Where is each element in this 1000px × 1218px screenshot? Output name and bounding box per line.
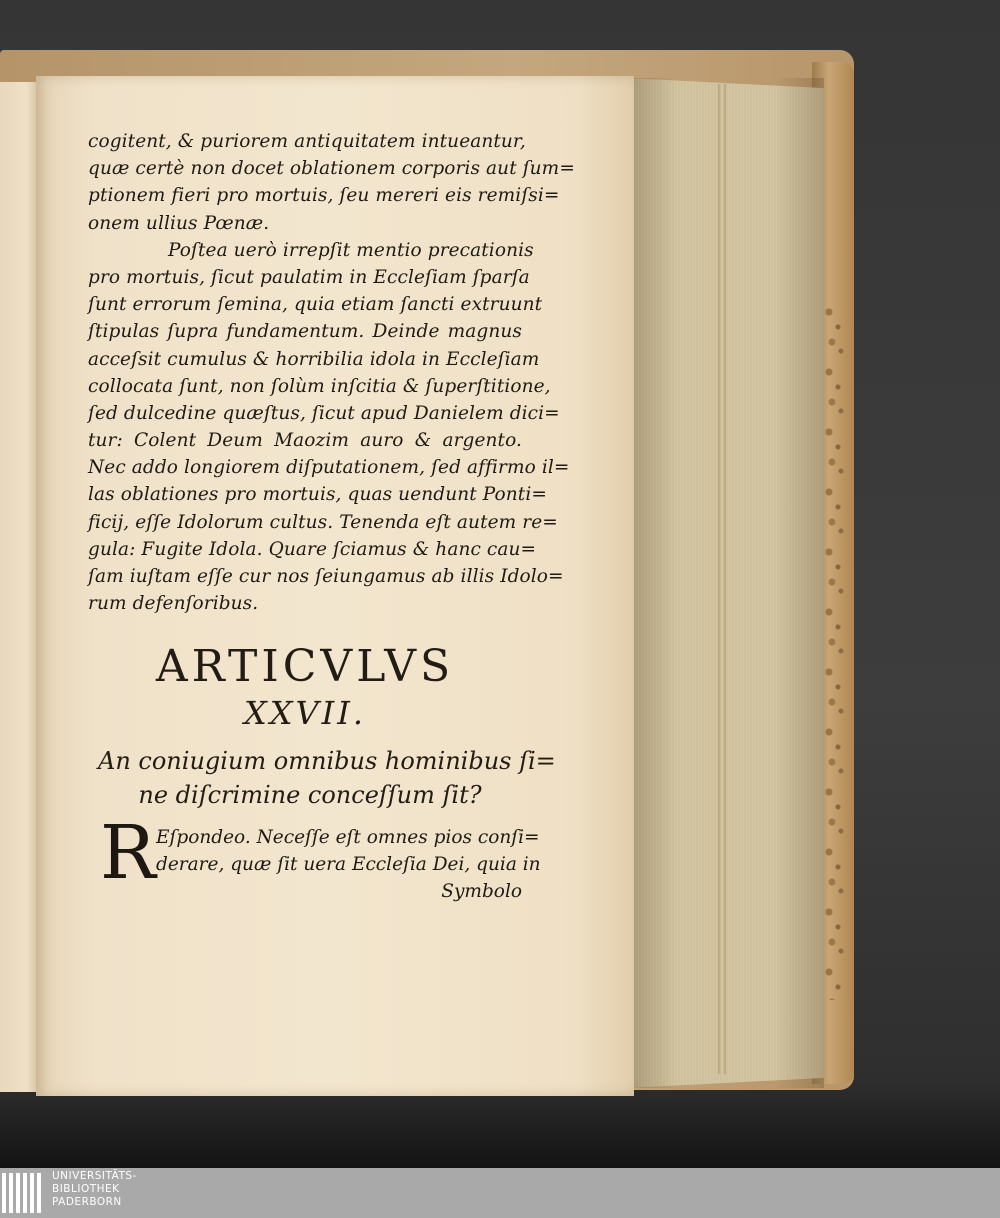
body-text bbox=[88, 128, 575, 617]
answer-text bbox=[100, 810, 541, 906]
library-name bbox=[52, 1170, 137, 1209]
text-line: cogitent, & puriorem antiquitatem intueantur, bbox=[88, 131, 526, 152]
text-line: acceſsit cumulus & horribilia idola in Eccleſiam bbox=[88, 348, 540, 370]
text-line: rum defenſoribus. bbox=[88, 593, 259, 615]
text-line: pro mortuis, ſicut paulatim in Eccleſiam ſparſa bbox=[88, 266, 530, 288]
text-line: las oblationes pro mortuis, quas uendunt Ponti= bbox=[88, 484, 547, 506]
text-line: quæ certè non docet oblationem corporis aut ſum= bbox=[88, 158, 575, 180]
text-line: ptionem fieri pro mortuis, ſeu mereri eis remiſsi= bbox=[88, 185, 560, 207]
text-line: ſunt errorum ſemina, quia etiam ſancti extruunt bbox=[88, 294, 543, 316]
text-line: onem ullius Pœnæ. bbox=[88, 212, 270, 234]
text-line: ficij, eſſe Idolorum cultus. Tenenda eſt autem re= bbox=[88, 511, 558, 533]
library-name-line: BIBLIOTHEK bbox=[52, 1183, 120, 1195]
text-line: gula: Fugite Idola. Quare ſciamus & hanc cau= bbox=[88, 538, 537, 560]
question-line: ne diſcrimine conceſſum ſit? bbox=[138, 781, 482, 809]
answer-line: Eſpondeo. Neceſſe eſt omnes pios conſi= bbox=[156, 827, 540, 848]
text-line: tur: Colent Deum Maozim auro & argento. bbox=[88, 430, 522, 452]
text-line: Nec addo longiorem diſputationem, ſed affirmo il= bbox=[88, 457, 570, 479]
article-heading: ARTICVLVS bbox=[155, 641, 455, 692]
text-line: ſam iuſtam eſſe cur nos ſeiungamus ab illis Idolo= bbox=[88, 566, 564, 587]
text-line: ſtipulas ſupra fundamentum. Deinde magnus bbox=[88, 321, 522, 343]
library-logo-icon bbox=[2, 1171, 46, 1215]
left-page-sliver bbox=[0, 82, 40, 1092]
drop-cap: R bbox=[100, 810, 156, 896]
library-name-line: UNIVERSITÄTS- bbox=[52, 1170, 137, 1182]
text-line: ſed dulcedine quæſtus, ſicut apud Danielem dici= bbox=[88, 402, 560, 424]
question-line: An coniugium omnibus hominibus ſi= bbox=[98, 747, 556, 775]
cover-speckle bbox=[820, 300, 850, 1000]
text-line: collocata ſunt, non ſolùm inſcitia & ſuperſtitione, bbox=[88, 375, 551, 397]
article-question bbox=[98, 744, 556, 812]
text-line: Poſtea uerò irrepſit mentio precationis bbox=[168, 239, 534, 261]
catchword: Symbolo bbox=[441, 881, 522, 903]
article-number: XXVII. bbox=[243, 694, 367, 732]
page-edges-shade bbox=[628, 78, 824, 1088]
answer-line: derare, quæ ſit uera Eccleſia Dei, quia in bbox=[156, 854, 541, 876]
footer-bar bbox=[0, 1168, 1000, 1218]
library-name-line: PADERBORN bbox=[52, 1196, 122, 1208]
